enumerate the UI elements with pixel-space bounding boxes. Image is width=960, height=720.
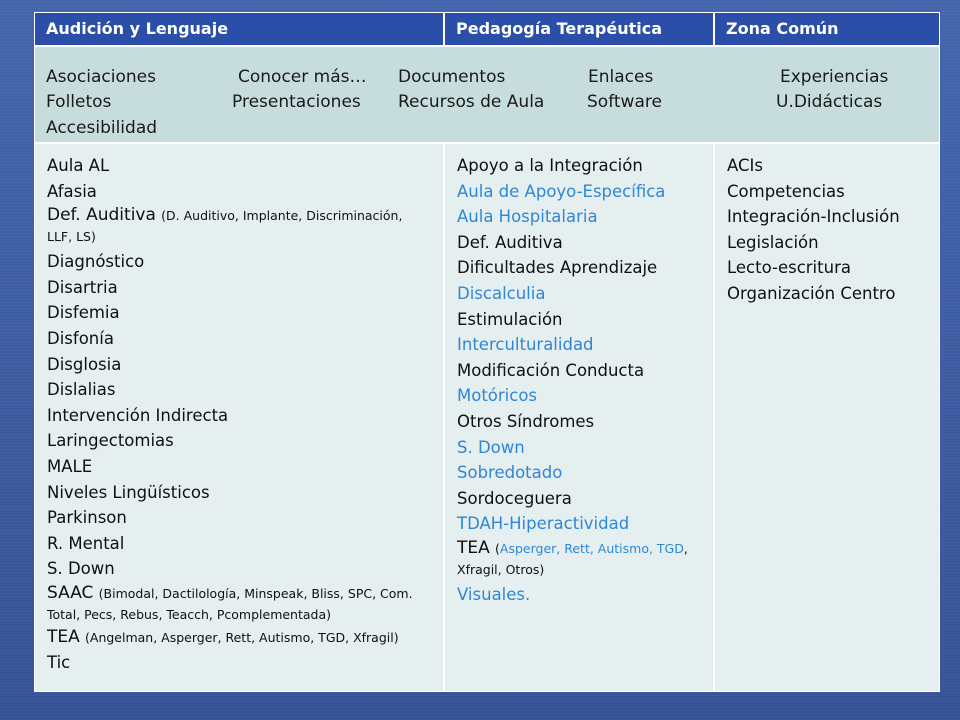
list-item[interactable]: Intervención Indirecta [47,405,229,425]
body-row [34,143,940,692]
link-recursos-de-aula[interactable]: Recursos de Aula [398,92,545,112]
link-software[interactable]: Software [587,92,662,112]
item-subtext: (D. Auditivo, Implante, Discriminación, LLF, LS) [47,208,403,245]
list-item[interactable]: Laringectomias [47,431,174,451]
list-item[interactable]: Organización Centro [727,283,896,303]
list-item[interactable] [47,583,431,625]
list-item[interactable]: S. Down [457,437,525,457]
list-item[interactable]: Otros Síndromes [457,411,595,431]
list-item[interactable] [47,205,431,247]
list-item[interactable]: MALE [47,456,93,476]
list-item[interactable]: Def. Auditiva [457,232,563,252]
list-item[interactable]: Estimulación [457,309,563,329]
list-item[interactable]: Dificultades Aprendizaje [457,258,658,278]
list-item[interactable] [457,538,701,580]
link-experiencias[interactable]: Experiencias [780,67,889,87]
item-label: TEA [457,537,490,558]
list-item[interactable]: Disartria [47,277,118,297]
item-subtext: (Bimodal, Dactilología, Minspeak, Bliss, SPC, Com. Total, Pecs, Rebus, Teacch, Pcomplementada) [47,585,413,622]
item-subtext-open: ( [495,540,500,556]
list-item[interactable]: Aula de Apoyo-Específica [457,181,666,201]
link-accesibilidad[interactable]: Accesibilidad [46,118,158,138]
list-item[interactable]: Aula AL [47,156,110,175]
link-enlaces[interactable]: Enlaces [588,67,654,87]
link-presentaciones[interactable]: Presentaciones [232,92,361,112]
list-item[interactable]: S. Down [47,559,115,579]
list-item[interactable]: Legislación [727,232,819,252]
link-u-didacticas[interactable]: U.Didácticas [776,92,883,112]
item-subtext: , Xfragil, Otros) [457,540,688,577]
list-item[interactable]: ACIs [727,156,763,175]
list-item[interactable]: Diagnóstico [47,252,145,272]
list-item[interactable]: Modificación Conducta [457,360,645,380]
list-item[interactable]: Parkinson [47,508,127,528]
list-item[interactable]: Lecto-escritura [727,258,851,278]
link-folletos[interactable]: Folletos [46,92,112,112]
links-row [34,46,940,143]
item-label: SAAC [47,582,94,603]
list-item[interactable]: Motóricos [457,386,538,406]
list-item[interactable]: Disfemia [47,303,120,323]
list-item[interactable]: Competencias [727,181,845,201]
list-item[interactable]: Visuales. [457,584,531,604]
list-item[interactable]: TDAH-Hiperactividad [457,514,630,534]
list-item[interactable]: Discalculia [457,283,546,303]
category-table [34,12,940,692]
list-item[interactable]: Sordoceguera [457,488,572,508]
link-documentos[interactable]: Documentos [398,67,506,87]
column-audicion-lenguaje [34,143,444,692]
list-item[interactable]: Disglosia [47,354,122,374]
list-item[interactable]: Tic [47,652,71,672]
item-label: Def. Auditiva [47,205,156,226]
header-pedagogia-terapeutica: Pedagogía Terapéutica [444,12,714,46]
list-item[interactable]: R. Mental [47,533,125,553]
list-item[interactable]: Aula Hospitalaria [457,207,598,227]
header-row [34,12,940,46]
list-item[interactable]: Apoyo a la Integración [457,156,643,175]
list-item[interactable]: Integración-Inclusión [727,207,900,227]
list-item[interactable]: Interculturalidad [457,335,594,355]
list-item[interactable]: Disfonía [47,328,114,348]
header-zona-comun: Zona Común [714,12,940,46]
list-item[interactable]: Niveles Lingüísticos [47,482,210,502]
list-item[interactable]: Dislalias [47,380,116,400]
list-item[interactable]: Afasia [47,181,97,201]
item-label: TEA [47,626,80,647]
column-zona-comun [714,143,940,692]
link-asociaciones[interactable]: Asociaciones [46,67,156,87]
header-audicion-lenguaje: Audición y Lenguaje [34,12,444,46]
column-pedagogia-terapeutica [444,143,714,692]
item-subtext: (Angelman, Asperger, Rett, Autismo, TGD, Xfragil) [85,629,399,645]
links-cell [34,46,940,143]
list-item[interactable]: Sobredotado [457,463,563,483]
item-subtext-linked: Asperger, Rett, Autismo, TGD [499,540,684,556]
list-item[interactable] [47,627,431,648]
link-conocer-mas[interactable]: Conocer más… [238,67,367,87]
